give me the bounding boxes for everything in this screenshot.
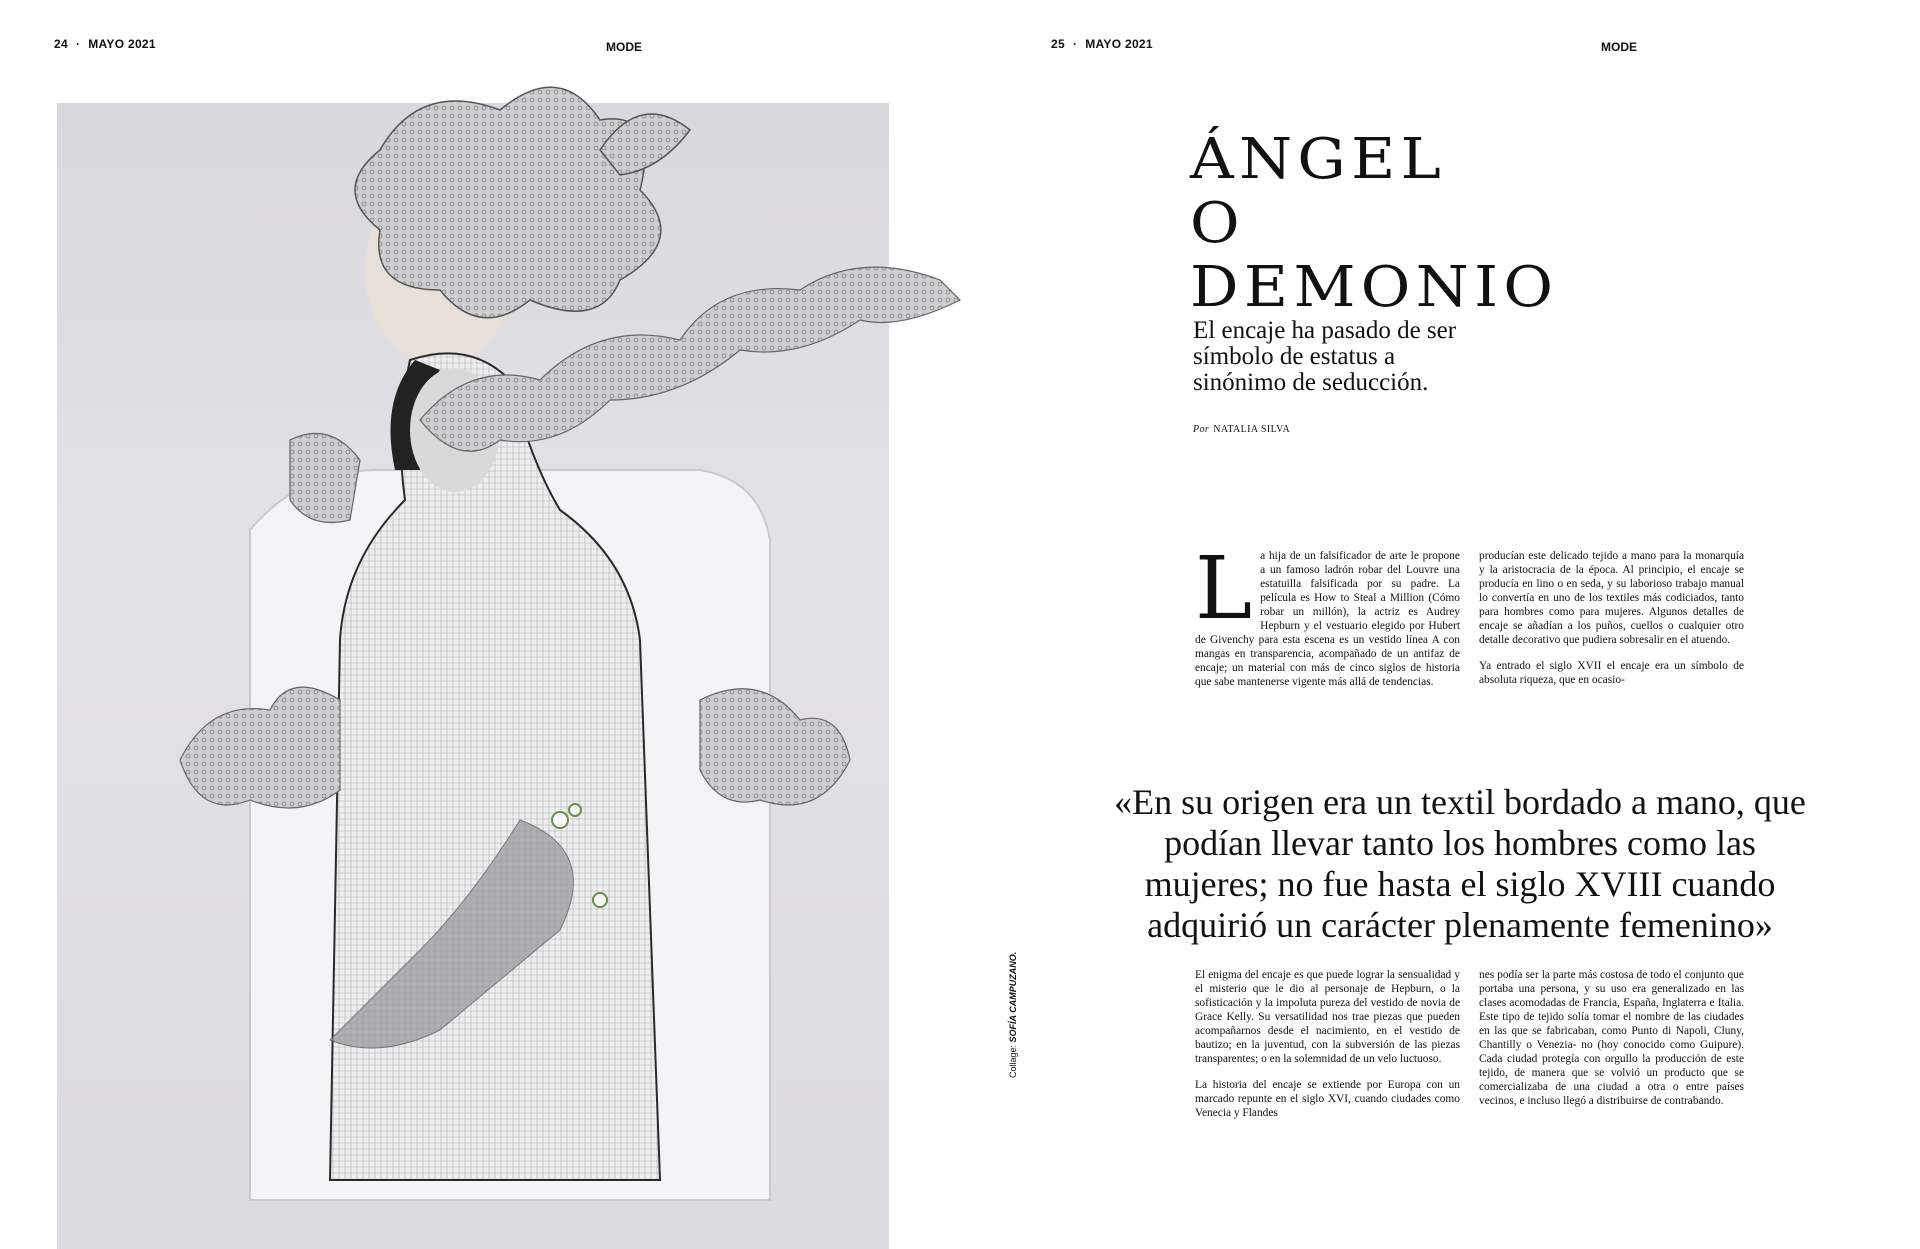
byline-prefix: Por: [1193, 424, 1210, 435]
headline-line-1: ÁNGEL: [1190, 127, 1447, 192]
body-column-3: [1195, 968, 1460, 1132]
credit-name: SOFÍA CAMPUZANO.: [1008, 951, 1018, 1043]
headline-line-2: O: [1190, 191, 1245, 256]
byline-author: NATALIA SILVA: [1213, 424, 1291, 435]
photo-credit: [1008, 952, 1018, 1078]
credit-prefix: Collage:: [1008, 1044, 1018, 1078]
folio-separator: ·: [75, 37, 81, 51]
body-column-2: [1479, 549, 1744, 699]
headline-line-3: DEMONIO: [1190, 255, 1559, 320]
drop-cap: L: [1195, 539, 1253, 639]
body-column-4: [1479, 968, 1744, 1120]
left-issue-date: MAYO 2021: [88, 37, 156, 51]
left-section-label: MODE: [606, 40, 642, 54]
body-paragraph: La historia del encaje se extiende por Europa con un marcado repunte en el siglo XVI, cuando ciudades como Venecia y Flandes: [1195, 1079, 1460, 1119]
body-column-1: [1195, 539, 1460, 701]
pull-quote: «En su origen era un textil bordado a mano, que podían llevar tanto los hombres como las mujeres; no fue hasta el siglo XVIII cuando adquirió un carácter plenamente femenino»: [1114, 782, 1806, 945]
right-section-label: MODE: [1601, 40, 1637, 54]
body-paragraph: El enigma del encaje es que puede lograr la sensualidad y el misterio que le dio al personaje de Hepburn, o la sofisticación y la impoluta pureza del vestido de novia de Grace Kelly. Su versatilidad nos trae piezas que pueden acompañarnos desde el nacimiento, en el vestido de bautizo; en la juventud, con la subversión de las piezas transparentes; o en la solemnidad de un velo luctuoso.: [1195, 969, 1460, 1065]
right-issue-date: MAYO 2021: [1085, 37, 1153, 51]
body-paragraph: producían este delicado tejido a mano para la monarquía y la aristocracia de la época. Al principio, el encaje se producía en lino o en seda, y su laborioso trabajo manual lo convertía en uno de los textiles más codiciados, tanto para hombres como para mujeres. Algunos detalles de encaje se añadían a los puños, cuellos o cualquier otro detalle decorativo que pudiera sobresalir en el atuendo.: [1479, 550, 1744, 646]
body-paragraph: a hija de un falsificador de arte le propone a un famoso ladrón robar del Louvre una estatuilla falsificada por su padre. La película es How to Steal a Million (Cómo robar un millón), la actriz es Audrey Hepburn y el vestuario elegido por Hubert de Givenchy para esta escena es un vestido línea A con mangas en transparencia, acompañado de un antifaz de encaje; un material con más de cinco siglos de historia que sabe mantenerse vigente más allá de tendencias.: [1195, 550, 1460, 688]
right-page-number: 25: [1051, 37, 1065, 51]
body-paragraph: Ya entrado el siglo XVII el encaje era un símbolo de absoluta riqueza, que en ocasio-: [1479, 660, 1744, 686]
left-page-number: 24: [54, 37, 68, 51]
fashion-collage-photo: [57, 103, 889, 1249]
article-deck: El encaje ha pasado de ser símbolo de estatus a sinónimo de seducción.: [1193, 317, 1457, 396]
left-folio: [54, 37, 156, 51]
byline: [1193, 424, 1290, 435]
folio-separator: ·: [1072, 37, 1078, 51]
body-paragraph: nes podía ser la parte más costosa de todo el conjunto que portaba una persona, y su uso era generalizado en las clases acomodadas de Francia, España, Inglaterra e Italia. Este tipo de tejido solía tomar el nombre de las ciudades en las que se fabricaban, como Punto di Napoli, Cluny, Chantilly o Venezia- no (hoy conocido como Guipure). Cada ciudad protegía con orgullo la producción de este tejido, de manera que se volvió un producto que se comercializaba de una ciudad a otra o entre países vecinos, e incluso llegó a distribuirse de contrabando.: [1479, 969, 1744, 1107]
article-headline: [1190, 127, 1559, 320]
right-folio: [1051, 37, 1153, 51]
